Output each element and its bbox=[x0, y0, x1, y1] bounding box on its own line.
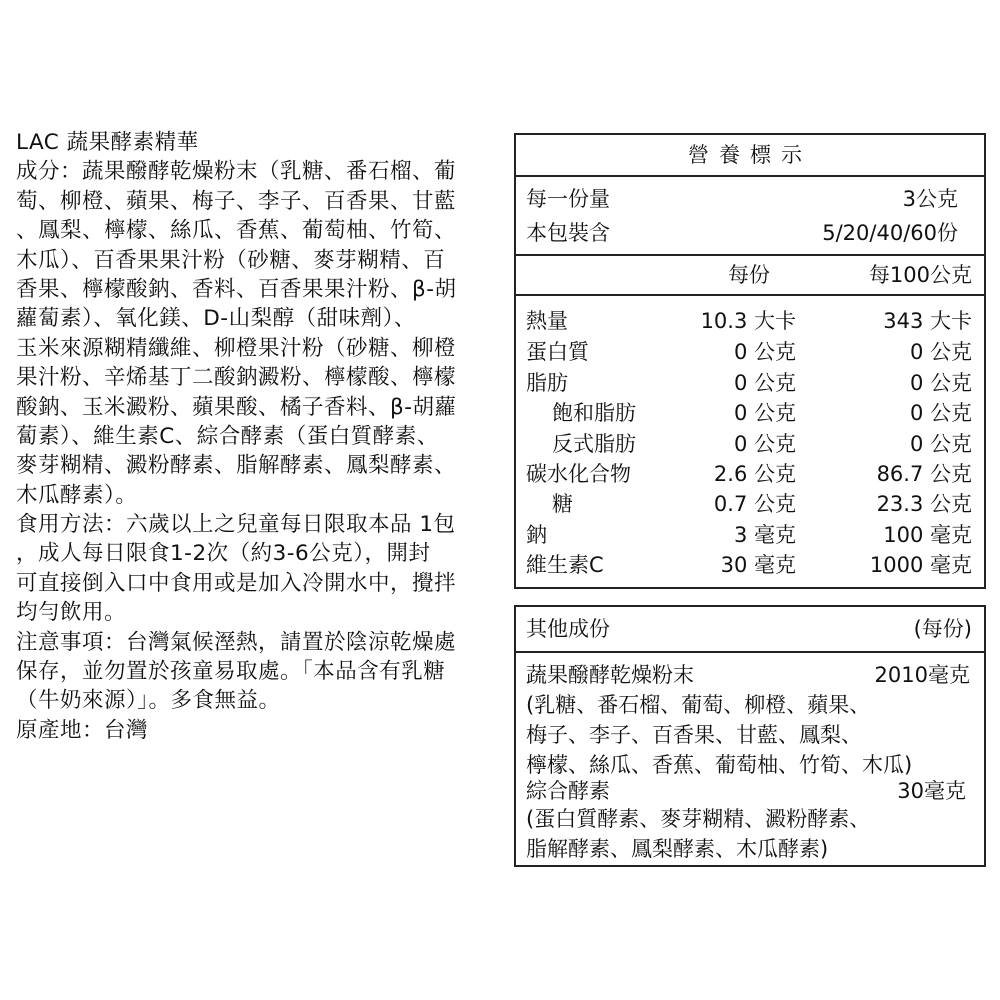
ingredient-name: 綜合酵素 bbox=[526, 779, 610, 803]
package-count-label: 本包裝含 bbox=[526, 221, 610, 245]
divider bbox=[516, 175, 984, 177]
text-line: 木瓜酵素）。 bbox=[16, 482, 138, 508]
other-ingredients-title: 其他成份 bbox=[526, 617, 610, 641]
nutrient-per-serving: 3 毫克 bbox=[733, 523, 796, 547]
nutrient-per-serving: 0 公克 bbox=[733, 340, 796, 364]
column-header-per-100g: 每100公克 bbox=[868, 263, 972, 287]
nutrient-per-100g: 100 毫克 bbox=[883, 523, 972, 547]
divider bbox=[516, 651, 984, 653]
origin-line: 原產地：台灣 bbox=[16, 717, 149, 743]
usage-line: ，成人每日限食1-2次（約3-6公克），開封 bbox=[16, 541, 431, 567]
divider bbox=[516, 294, 984, 296]
nutrient-per-100g: 0 公克 bbox=[909, 432, 972, 456]
text-line: 酸鈉、玉米澱粉、蘋果酸、橘子香料、β-胡蘿 bbox=[16, 394, 457, 420]
package-count-value: 5/20/40/60份 bbox=[822, 221, 958, 245]
ingredient-detail: (蛋白質酵素、麥芽糊精、澱粉酵素、 bbox=[526, 807, 871, 831]
caution-line: （牛奶來源）」。多食無益。 bbox=[16, 688, 281, 714]
text-line: 玉米來源糊精纖維、柳橙果汁粉（砂糖、柳橙 bbox=[16, 335, 457, 361]
text-line: 麥芽糊精、澱粉酵素、脂解酵素、鳳梨酵素、 bbox=[16, 453, 457, 479]
nutrient-name: 反式脂肪 bbox=[552, 432, 636, 456]
nutrient-name: 脂肪 bbox=[526, 371, 568, 395]
text-line: 、鳳梨、檸檬、絲瓜、香蕉、葡萄柚、竹筍、 bbox=[16, 218, 457, 244]
nutrient-per-serving: 30 毫克 bbox=[720, 553, 796, 577]
ingredient-detail: 檸檬、絲瓜、香蕉、葡萄柚、竹筍、木瓜) bbox=[526, 753, 913, 777]
text-line: 蘿蔔素）、氧化鎂、D-山梨醇（甜味劑）、 bbox=[16, 306, 416, 332]
nutrient-name: 飽和脂肪 bbox=[552, 401, 636, 425]
ingredient-name: 蔬果醱酵乾燥粉末 bbox=[526, 663, 694, 687]
other-ingredients-table bbox=[514, 605, 986, 867]
other-ingredients-unit: (每份) bbox=[913, 617, 972, 641]
nutrient-per-serving: 0 公克 bbox=[733, 401, 796, 425]
nutrient-name: 熱量 bbox=[526, 309, 568, 333]
text-line: 蔔素）、維生素C、綜合酵素（蛋白質酵素、 bbox=[16, 423, 439, 449]
nutrient-per-serving: 0 公克 bbox=[733, 432, 796, 456]
usage-line: 均勻飲用。 bbox=[16, 600, 127, 626]
nutrient-name: 維生素C bbox=[526, 553, 604, 577]
column-header-per-serving: 每份 bbox=[728, 263, 770, 287]
nutrient-name: 鈉 bbox=[526, 523, 547, 547]
text-line: 果汁粉、辛烯基丁二酸鈉澱粉、檸檬酸、檸檬 bbox=[16, 365, 457, 391]
divider bbox=[516, 254, 984, 256]
caution-line: 保存，並勿置於孩童易取處。「本品含有乳糖 bbox=[16, 659, 446, 685]
nutrient-per-100g: 1000 毫克 bbox=[869, 553, 972, 577]
text-line: 木瓜）、百香果果汁粉（砂糖、麥芽糊精、百 bbox=[16, 247, 446, 273]
usage-line: 可直接倒入口中食用或是加入冷開水中，攪拌 bbox=[16, 570, 457, 596]
ingredient-amount: 2010毫克 bbox=[874, 663, 970, 687]
caution-line: 注意事項：台灣氣候溼熱，請置於陰涼乾燥處 bbox=[16, 629, 457, 655]
serving-size-label: 每一份量 bbox=[526, 187, 610, 211]
ingredient-detail: (乳糖、番石榴、葡萄、柳橙、蘋果、 bbox=[526, 693, 871, 717]
nutrient-per-serving: 10.3 大卡 bbox=[700, 309, 796, 333]
nutrient-per-serving: 0.7 公克 bbox=[713, 492, 796, 516]
nutrient-per-100g: 0 公克 bbox=[909, 340, 972, 364]
text-line: 香果、檸檬酸鈉、香料、百香果果汁粉、β-胡 bbox=[16, 276, 457, 302]
nutrition-title: 營養標示 bbox=[688, 143, 812, 167]
ingredients-text-block bbox=[16, 128, 498, 745]
nutrient-per-100g: 23.3 公克 bbox=[876, 492, 972, 516]
nutrition-facts-table bbox=[514, 133, 986, 589]
nutrient-name: 糖 bbox=[552, 492, 573, 516]
nutrient-name: 蛋白質 bbox=[526, 340, 589, 364]
nutrient-per-serving: 2.6 公克 bbox=[713, 462, 796, 486]
text-line: 成分：蔬果醱酵乾燥粉末（乳糖、番石榴、葡 bbox=[16, 159, 457, 185]
text-line: 萄、柳橙、蘋果、梅子、李子、百香果、甘藍 bbox=[16, 188, 457, 214]
serving-size-value: 3公克 bbox=[902, 187, 958, 211]
nutrient-name: 碳水化合物 bbox=[526, 462, 631, 486]
nutrient-per-100g: 0 公克 bbox=[909, 401, 972, 425]
ingredient-amount: 30毫克 bbox=[897, 779, 966, 803]
ingredient-detail: 梅子、李子、百香果、甘藍、鳳梨、 bbox=[526, 723, 862, 747]
usage-line: 食用方法：六歲以上之兒童每日限取本品 1包 bbox=[16, 512, 456, 538]
nutrient-per-100g: 86.7 公克 bbox=[876, 462, 972, 486]
product-name: LAC 蔬果酵素精華 bbox=[16, 130, 199, 155]
nutrient-per-100g: 343 大卡 bbox=[883, 309, 972, 333]
nutrient-per-serving: 0 公克 bbox=[733, 371, 796, 395]
nutrient-per-100g: 0 公克 bbox=[909, 371, 972, 395]
ingredient-detail: 脂解酵素、鳳梨酵素、木瓜酵素) bbox=[526, 837, 829, 861]
